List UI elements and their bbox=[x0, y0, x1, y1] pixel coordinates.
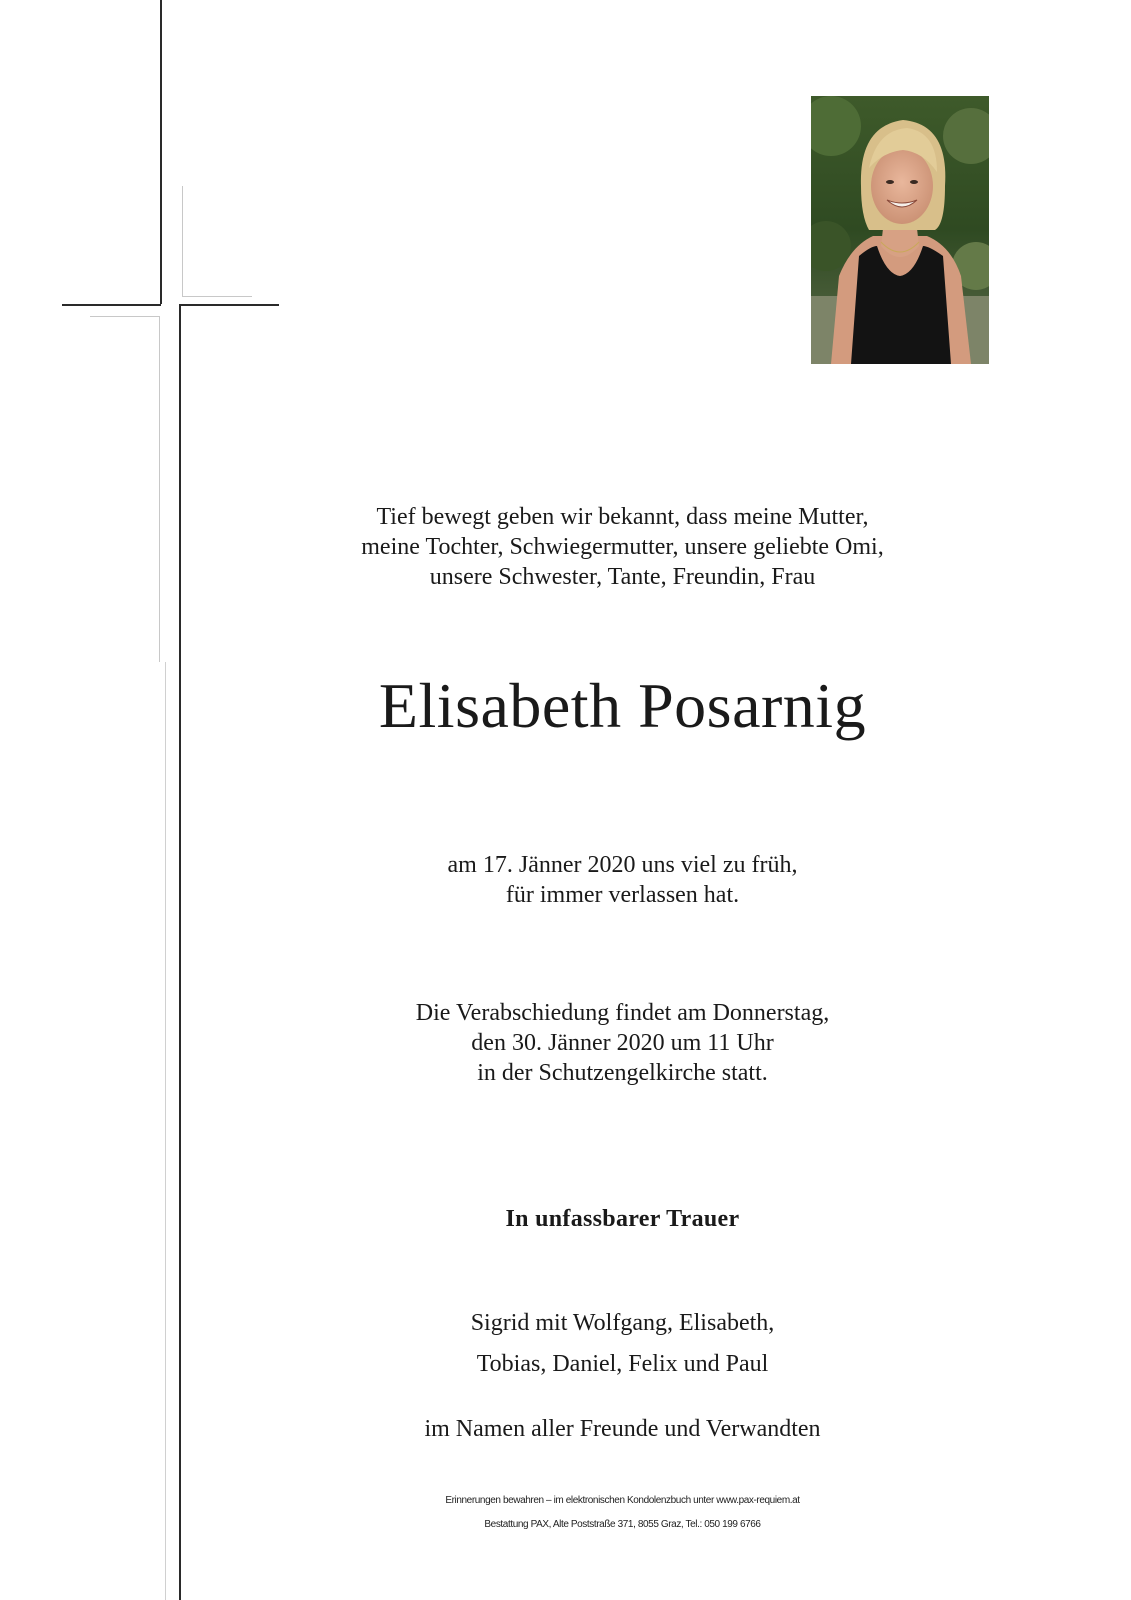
passing-line: für immer verlassen hat. bbox=[505, 882, 740, 908]
ceremony-text bbox=[300, 998, 945, 1088]
mourning-heading: In unfassbarer Trauer bbox=[505, 1206, 740, 1232]
cross-ornament bbox=[0, 0, 300, 1600]
intro-line: unsere Schwester, Tante, Freundin, Frau bbox=[429, 564, 816, 590]
intro-line: meine Tochter, Schwiegermutter, unsere geliebte Omi, bbox=[361, 534, 884, 560]
ceremony-line: Die Verabschiedung findet am Donnerstag, bbox=[415, 1000, 830, 1026]
ceremony-line: in der Schutzengelkirche statt. bbox=[477, 1060, 768, 1086]
relatives-text: im Namen aller Freunde und Verwandten bbox=[424, 1416, 821, 1442]
portrait-photo bbox=[811, 96, 989, 364]
footer-funeral-home: Bestattung PAX, Alte Poststraße 371, 8055 Graz, Tel.: 050 199 6766 bbox=[484, 1519, 761, 1530]
intro-line: Tief bewegt geben wir bekannt, dass meine Mutter, bbox=[376, 504, 869, 530]
family-line: Tobias, Daniel, Felix und Paul bbox=[476, 1351, 769, 1377]
ceremony-line: den 30. Jänner 2020 um 11 Uhr bbox=[471, 1030, 774, 1056]
family-names bbox=[300, 1303, 945, 1385]
footer-condolence-link: Erinnerungen bewahren – im elektronischen Kondolenzbuch unter www.pax-requiem.at bbox=[445, 1495, 800, 1506]
family-line: Sigrid mit Wolfgang, Elisabeth, bbox=[470, 1310, 775, 1336]
passing-text bbox=[300, 850, 945, 910]
intro-text bbox=[300, 502, 945, 592]
passing-line: am 17. Jänner 2020 uns viel zu früh, bbox=[447, 852, 798, 878]
deceased-name: Elisabeth Posarnig bbox=[378, 670, 867, 741]
